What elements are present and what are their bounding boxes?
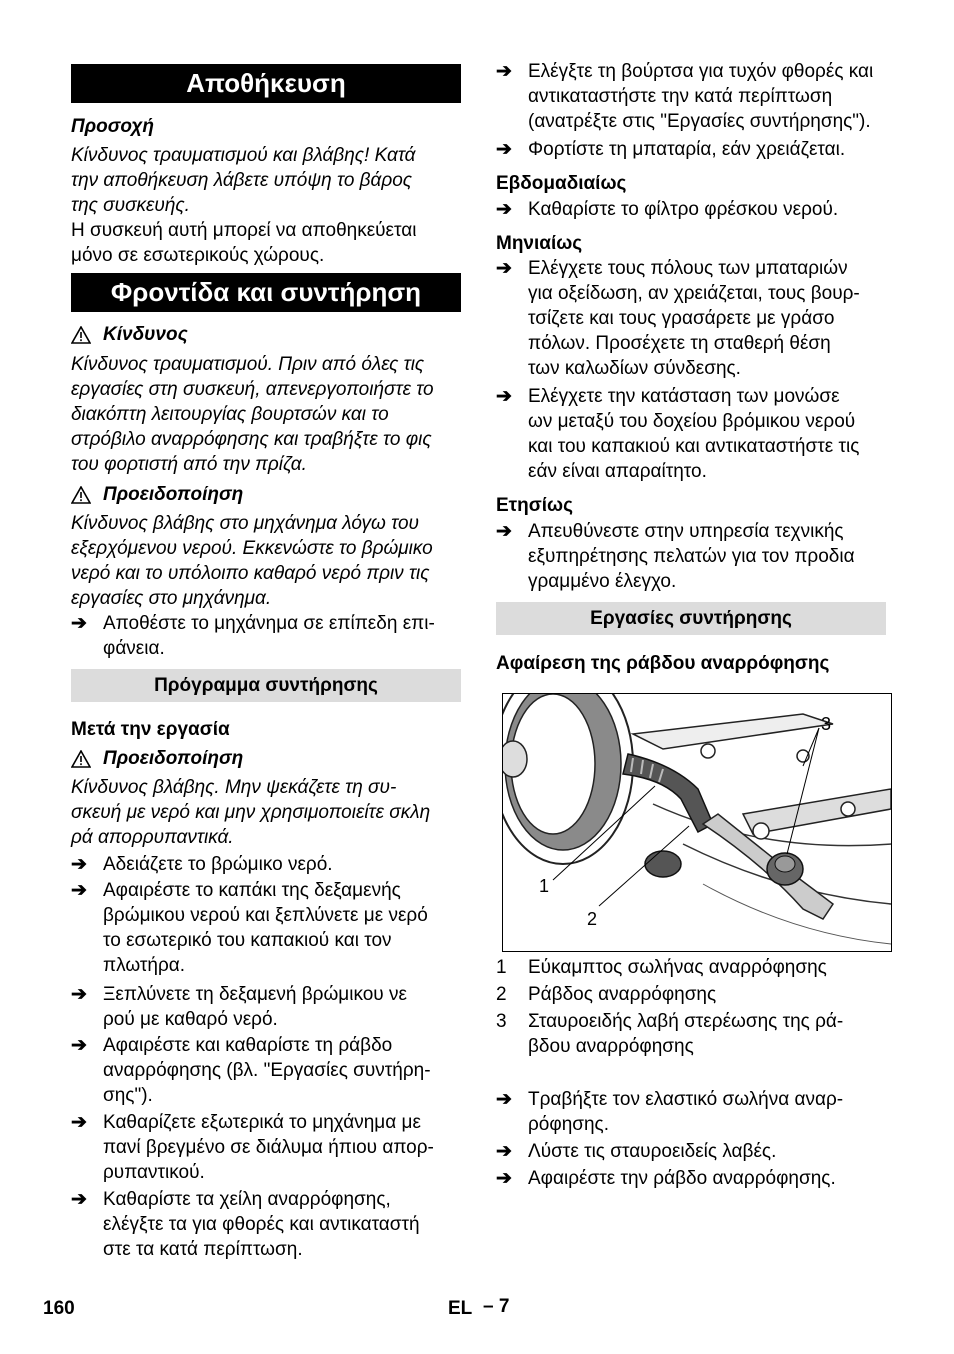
step-line: ρού με καθαρό νερό. xyxy=(103,1009,278,1030)
storage-heading: Αποθήκευση xyxy=(71,64,461,103)
page-number: 160 xyxy=(43,1298,75,1319)
step-line: Καθαρίστε τα χείλη αναρρόφησης, xyxy=(103,1189,391,1210)
arrow-icon: ➔ xyxy=(71,1189,87,1210)
step-line: Απευθύνεστε στην υπηρεσία τεχνικής xyxy=(528,521,844,542)
care-heading: Φροντίδα και συντήρηση xyxy=(71,273,461,312)
warning-line: ρά απορρυπαντικά. xyxy=(71,827,234,848)
danger-line: του φορτιστή από την πρίζα. xyxy=(71,454,307,475)
step-line: Ελέγξτε τη βούρτσα για τυχόν φθορές και xyxy=(528,61,874,82)
maintenance-heading: Εργασίες συντήρησης xyxy=(496,602,886,635)
step-line: σης"). xyxy=(103,1085,153,1106)
monthly-title: Μηνιαίως xyxy=(496,233,583,254)
callout-2: 2 xyxy=(587,909,598,929)
step-line: γραμμένο έλεγχο. xyxy=(528,571,677,592)
danger-line: εργασίες στη συσκευή, απενεργοποιήστε το xyxy=(71,379,434,400)
step-line: Ξεπλύνετε τη δεξαμενή βρώμικου νε xyxy=(103,984,407,1005)
step-line: ων μεταξύ του δοχείου βρόμικου νερού xyxy=(528,411,856,432)
suction-bar-figure xyxy=(502,693,892,952)
danger-line: διακόπτη λειτουργίας βουρτσών και το xyxy=(71,404,389,425)
arrow-icon: ➔ xyxy=(496,521,512,542)
warning-line: εργασίες στο μηχάνημα. xyxy=(71,588,272,609)
step-line: στε τα κατά περίπτωση. xyxy=(103,1239,303,1260)
language-code: EL xyxy=(448,1298,473,1319)
step-line: ρυπαντικού. xyxy=(103,1162,205,1183)
step-line: και του καπακιού και αντικαταστήστε τις xyxy=(528,436,860,457)
legend-text: Ράβδος αναρρόφησης xyxy=(528,984,717,1005)
arrow-icon: ➔ xyxy=(71,880,87,901)
step-line: εξυπηρέτησης πελατών για τον προδια xyxy=(528,546,855,567)
step-line: ρόφησης. xyxy=(528,1114,609,1135)
step-line: Λύστε τις σταυροειδείς λαβές. xyxy=(528,1141,777,1162)
arrow-icon: ➔ xyxy=(496,61,512,82)
arrow-icon: ➔ xyxy=(496,258,512,279)
step-line: (ανατρέξτε στις "Εργασίες συντήρησης"). xyxy=(528,111,871,132)
suction-bar-removal-title: Αφαίρεση της ράβδου αναρρόφησης xyxy=(496,653,830,674)
warning-line: Κίνδυνος βλάβης. Μην ψεκάζετε τη συ- xyxy=(71,777,397,798)
yearly-title: Ετησίως xyxy=(496,495,573,516)
arrow-icon: ➔ xyxy=(71,984,87,1005)
step-line: Αδειάζετε το βρώμικο νερό. xyxy=(103,854,333,875)
storage-note-line: μόνο σε εσωτερικούς χώρους. xyxy=(71,245,325,266)
storage-note-line: Η συσκευή αυτή μπορεί να αποθηκεύεται xyxy=(71,220,417,241)
danger-line: Κίνδυνος τραυματισμού. Πριν από όλες τις xyxy=(71,354,425,375)
arrow-icon: ➔ xyxy=(496,139,512,160)
step-line: Φορτίστε τη μπαταρία, εάν χρειάζεται. xyxy=(528,139,846,160)
callout-3: 3 xyxy=(821,714,832,734)
step-line: ελέγξτε τα για φθορές και αντικαταστή xyxy=(103,1214,420,1235)
step-line: Αφαιρέστε την ράβδο αναρρόφησης. xyxy=(528,1168,836,1189)
warning-triangle-icon xyxy=(71,486,91,504)
step-line: πλωτήρα. xyxy=(103,955,186,976)
step-line: εάν είναι απαραίτητο. xyxy=(528,461,707,482)
step-line: πανί βρεγμένο σε διάλυμα ήπιου απορ- xyxy=(103,1137,434,1158)
schedule-heading: Πρόγραμμα συντήρησης xyxy=(71,669,461,702)
warning-triangle-icon xyxy=(71,326,91,344)
arrow-icon: ➔ xyxy=(71,1112,87,1133)
step-line: Καθαρίστε το φίλτρο φρέσκου νερού. xyxy=(528,199,839,220)
legend-text: βδου αναρρόφησης xyxy=(528,1036,694,1057)
warning-line: Κίνδυνος βλάβης στο μηχάνημα λόγω του xyxy=(71,513,419,534)
arrow-icon: ➔ xyxy=(71,854,87,875)
storage-caution-title: Προσοχή xyxy=(71,116,155,137)
section-page: – 7 xyxy=(483,1296,510,1317)
warning-line: σκευή με νερό και μην χρησιμοποιείτε σκλη xyxy=(71,802,431,823)
warning-line: εξερχόμενου νερού. Εκκενώστε το βρώμικο xyxy=(71,538,433,559)
after-work-title: Μετά την εργασία xyxy=(71,719,230,740)
step-line: αντικαταστήστε την κατά περίπτωση xyxy=(528,86,833,107)
legend-text: Σταυροειδής λαβή στερέωσης της ρά- xyxy=(528,1011,844,1032)
arrow-icon: ➔ xyxy=(496,1089,512,1110)
warning-title: Προειδοποίηση xyxy=(103,484,244,505)
storage-caution-line: Κίνδυνος τραυματισμού και βλάβης! Κατά xyxy=(71,145,416,166)
arrow-icon: ➔ xyxy=(496,386,512,407)
storage-caution-line: της συσκευής. xyxy=(71,195,190,216)
step-line: των καλωδίων σύνδεσης. xyxy=(528,358,741,379)
arrow-icon: ➔ xyxy=(496,1168,512,1189)
step-line: για οξείδωση, αν χρειάζεται, τους βουρ- xyxy=(528,283,860,304)
step-line: τσίζετε και τους γρασάρετε με γράσο xyxy=(528,308,835,329)
step-line: πόλων. Προσέχετε τη σταθερή θέση xyxy=(528,333,831,354)
legend-number: 2 xyxy=(496,984,507,1005)
callout-1: 1 xyxy=(539,876,550,896)
step-line: Αφαιρέστε και καθαρίστε τη ράβδο xyxy=(103,1035,393,1056)
legend-number: 3 xyxy=(496,1011,507,1032)
storage-caution-line: την αποθήκευση λάβετε υπόψη το βάρος xyxy=(71,170,413,191)
step-line: Αποθέστε το μηχάνημα σε επίπεδη επι- xyxy=(103,613,435,634)
step-line: Καθαρίζετε εξωτερικά το μηχάνημα με xyxy=(103,1112,421,1133)
step-line: Ελέγχετε τους πόλους των μπαταριών xyxy=(528,258,848,279)
step-line: αναρρόφησης (βλ. "Εργασίες συντήρη- xyxy=(103,1060,431,1081)
arrow-icon: ➔ xyxy=(71,613,87,634)
legend-number: 1 xyxy=(496,957,507,978)
step-line: φάνεια. xyxy=(103,638,165,659)
step-line: το εσωτερικό του καπακιού και τον xyxy=(103,930,392,951)
step-line: Αφαιρέστε το καπάκι της δεξαμενής xyxy=(103,880,401,901)
suction-bar-illustration xyxy=(503,694,891,951)
step-line: Τραβήξτε τον ελαστικό σωλήνα αναρ- xyxy=(528,1089,844,1110)
warning-triangle-icon xyxy=(71,750,91,768)
warning-line: νερό και το υπόλοιπο καθαρό νερό πριν τις xyxy=(71,563,430,584)
step-line: Ελέγχετε την κατάσταση των μονώσε xyxy=(528,386,840,407)
arrow-icon: ➔ xyxy=(496,1141,512,1162)
arrow-icon: ➔ xyxy=(71,1035,87,1056)
arrow-icon: ➔ xyxy=(496,199,512,220)
warning-title: Προειδοποίηση xyxy=(103,748,244,769)
danger-title: Κίνδυνος xyxy=(103,324,188,345)
step-line: βρώμικου νερού και ξεπλύνετε με νερό xyxy=(103,905,428,926)
weekly-title: Εβδομαδιαίως xyxy=(496,173,627,194)
legend-text: Εύκαμπτος σωλήνας αναρρόφησης xyxy=(528,957,827,978)
danger-line: στρόβιλο αναρρόφησης και τραβήξτε το φις xyxy=(71,429,432,450)
